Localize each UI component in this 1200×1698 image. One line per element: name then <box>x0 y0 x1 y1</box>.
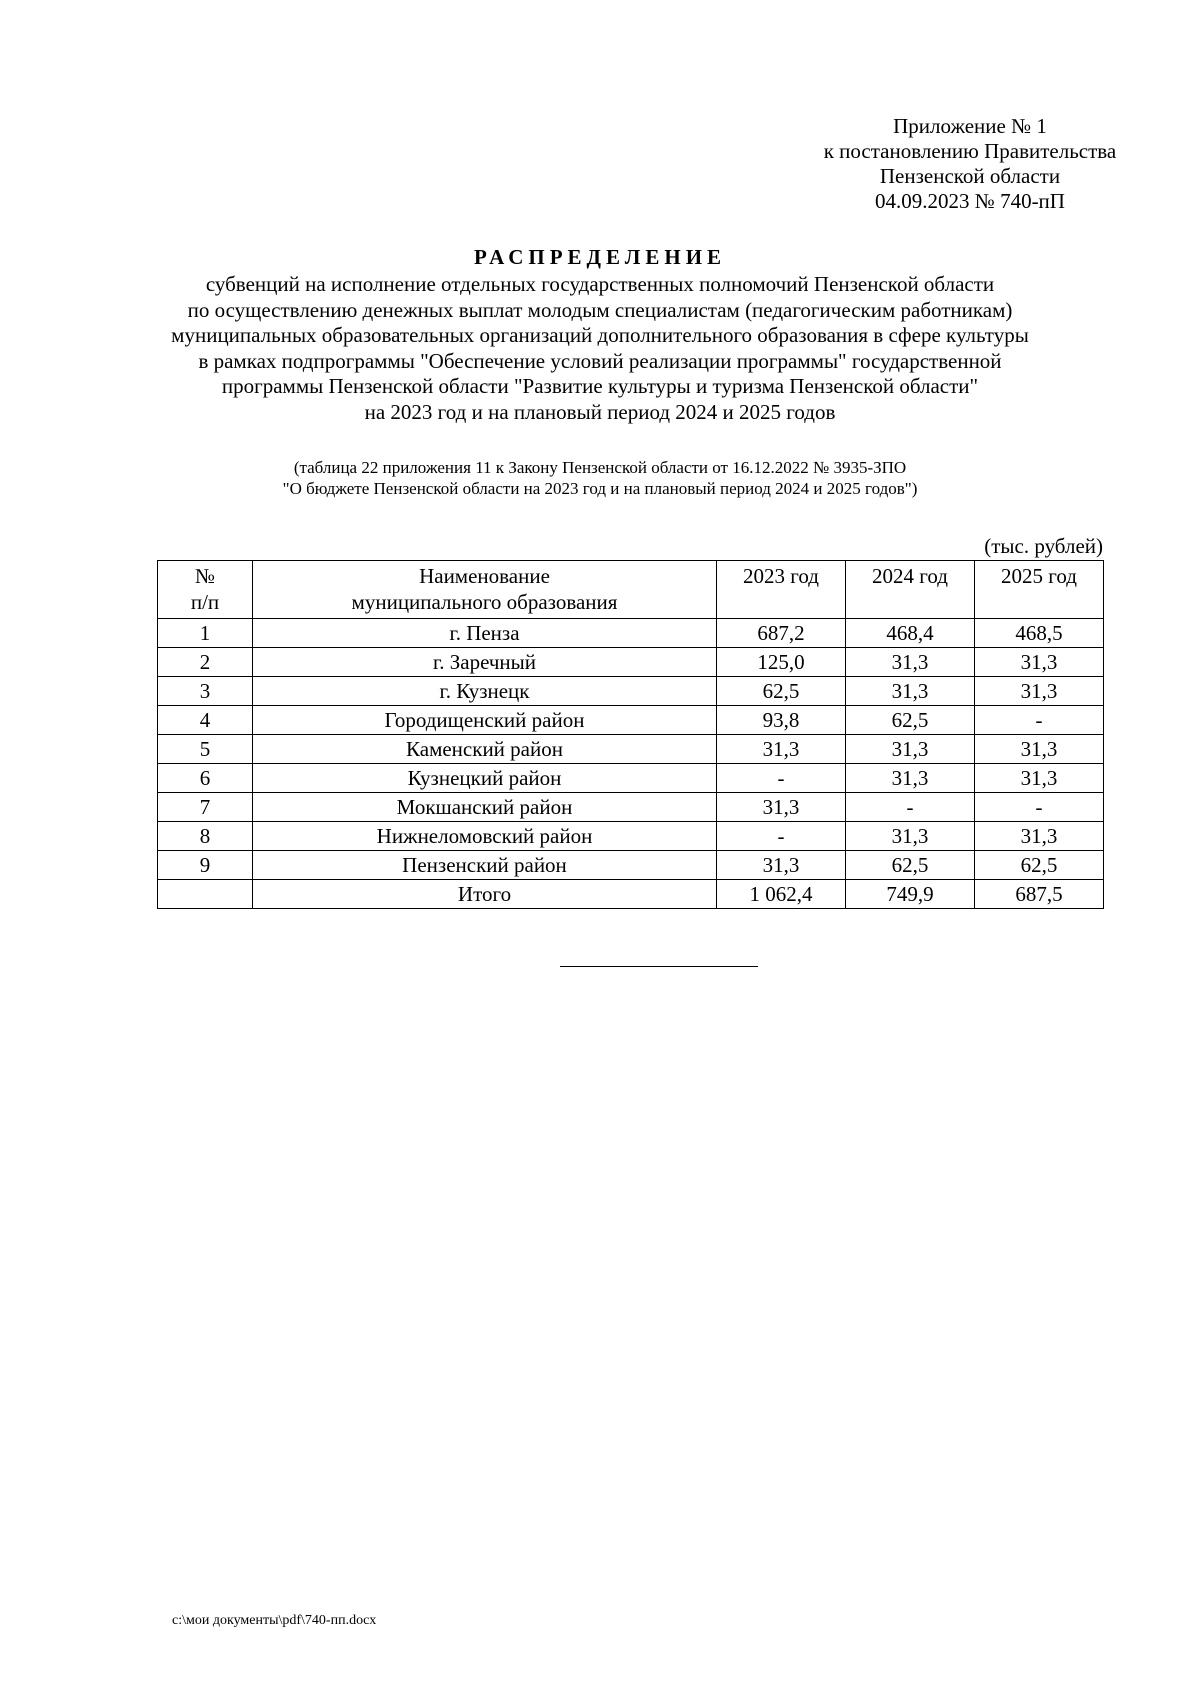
document-description <box>0 272 1200 425</box>
header-year-2023: 2023 год <box>717 561 846 619</box>
description-line: программы Пензенской области "Развитие культуры и туризма Пензенской области" <box>221 374 979 398</box>
annex-date-number: 04.09.2023 № 740-пП <box>875 189 1065 213</box>
cell-2023: - <box>717 822 846 851</box>
table-row <box>158 677 1104 706</box>
cell-2025: 31,3 <box>975 735 1104 764</box>
cell-municipality: г. Заречный <box>253 648 717 677</box>
table-row <box>158 648 1104 677</box>
cell-2023: - <box>717 764 846 793</box>
cell-municipality: Городищенский район <box>253 706 717 735</box>
cell-municipality: Пензенский район <box>253 851 717 880</box>
cell-2023: 93,8 <box>717 706 846 735</box>
cell-2023: 687,2 <box>717 619 846 648</box>
cell-municipality: Каменский район <box>253 735 717 764</box>
cell-number: 3 <box>158 677 253 706</box>
cell-number: 7 <box>158 793 253 822</box>
header-municipality <box>253 561 717 619</box>
cell-2024: 62,5 <box>846 706 975 735</box>
units-label: (тыс. рублей) <box>984 534 1103 558</box>
cell-number <box>158 880 253 909</box>
cell-number: 9 <box>158 851 253 880</box>
cell-municipality: Нижнеломовский район <box>253 822 717 851</box>
cell-2025: 31,3 <box>975 764 1104 793</box>
cell-number: 1 <box>158 619 253 648</box>
table-header-row <box>158 561 1104 619</box>
table-row <box>158 706 1104 735</box>
table-row <box>158 619 1104 648</box>
cell-2025: - <box>975 706 1104 735</box>
cell-2025: 31,3 <box>975 648 1104 677</box>
cell-2024: 31,3 <box>846 648 975 677</box>
table-row <box>158 764 1104 793</box>
source-reference <box>0 457 1200 499</box>
description-line: на 2023 год и на плановый период 2024 и 2025 годов <box>364 399 836 424</box>
cell-number: 8 <box>158 822 253 851</box>
cell-number: 6 <box>158 764 253 793</box>
header-municipality-line2: муниципального образования <box>351 590 618 614</box>
cell-municipality: г. Пенза <box>253 619 717 648</box>
description-line: муниципальных образовательных организаций дополнительного образования в сфере культуры <box>171 323 1029 347</box>
annex-region: Пензенской области <box>879 164 1061 188</box>
description-line: в рамках подпрограммы "Обеспечение условий реализации программы" государственной <box>198 348 1002 373</box>
cell-number: 4 <box>158 706 253 735</box>
annex-number: Приложение № 1 <box>893 114 1047 138</box>
table-row <box>158 735 1104 764</box>
cell-total-2023: 1 062,4 <box>717 880 846 909</box>
header-year-2024: 2024 год <box>846 561 975 619</box>
cell-municipality: г. Кузнецк <box>253 677 717 706</box>
cell-2024: 468,4 <box>846 619 975 648</box>
description-line: субвенций на исполнение отдельных государственных полномочий Пензенской области <box>205 272 995 296</box>
annex-reference: к постановлению Правительства <box>823 139 1117 163</box>
source-line: "О бюджете Пензенской области на 2023 год и на плановый период 2024 и 2025 годов") <box>282 479 918 498</box>
cell-2023: 125,0 <box>717 648 846 677</box>
cell-2025: 468,5 <box>975 619 1104 648</box>
cell-total-label: Итого <box>253 880 717 909</box>
cell-2024: 31,3 <box>846 822 975 851</box>
header-municipality-line1: Наименование <box>419 564 550 588</box>
document-title: РАСПРЕДЕЛЕНИЕ <box>473 245 727 269</box>
table-row <box>158 822 1104 851</box>
cell-2023: 62,5 <box>717 677 846 706</box>
cell-2023: 31,3 <box>717 851 846 880</box>
cell-2025: 62,5 <box>975 851 1104 880</box>
cell-2024: 31,3 <box>846 764 975 793</box>
annex-header <box>780 114 1160 214</box>
cell-2024: - <box>846 793 975 822</box>
cell-2023: 31,3 <box>717 793 846 822</box>
cell-total-2025: 687,5 <box>975 880 1104 909</box>
table-row <box>158 851 1104 880</box>
cell-total-2024: 749,9 <box>846 880 975 909</box>
cell-2024: 31,3 <box>846 677 975 706</box>
cell-2025: 31,3 <box>975 677 1104 706</box>
cell-2023: 31,3 <box>717 735 846 764</box>
distribution-table <box>157 560 1104 909</box>
header-year-2025: 2025 год <box>975 561 1104 619</box>
end-divider <box>560 966 758 967</box>
cell-municipality: Мокшанский район <box>253 793 717 822</box>
description-line: по осуществлению денежных выплат молодым специалистам (педагогическим работникам) <box>187 297 1013 322</box>
table-total-row <box>158 880 1104 909</box>
cell-2025: 31,3 <box>975 822 1104 851</box>
header-number <box>158 561 253 619</box>
file-path-footer: c:\мои документы\pdf\740-пп.docx <box>172 1613 377 1628</box>
source-line: (таблица 22 приложения 11 к Закону Пензенской области от 16.12.2022 № 3935-ЗПО <box>293 458 907 477</box>
cell-2024: 31,3 <box>846 735 975 764</box>
cell-number: 2 <box>158 648 253 677</box>
cell-municipality: Кузнецкий район <box>253 764 717 793</box>
header-number-line1: № <box>194 564 216 588</box>
cell-number: 5 <box>158 735 253 764</box>
header-number-line2: п/п <box>190 590 220 614</box>
table-row <box>158 793 1104 822</box>
cell-2024: 62,5 <box>846 851 975 880</box>
cell-2025: - <box>975 793 1104 822</box>
